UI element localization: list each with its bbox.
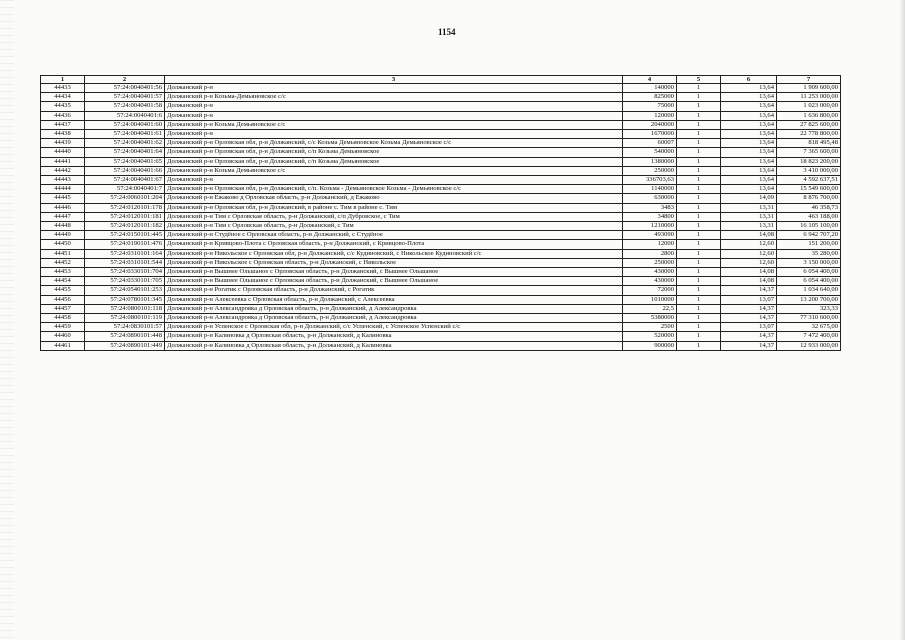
cadastral-number-cell: 57:24:0780101:345: [85, 295, 165, 304]
location-cell: Должанский р-н Козьма-Демьяновское с/с: [165, 93, 623, 102]
quantity-cell: 1: [677, 111, 721, 120]
table-row: [41, 185, 841, 194]
value-cell: 3 150 000,00: [777, 258, 841, 267]
cadastral-number-cell: 57:24:0040401:65: [85, 157, 165, 166]
column-header: 6: [721, 76, 777, 84]
quantity-cell: 1: [677, 194, 721, 203]
cadastral-number-cell: 57:24:0190101:476: [85, 240, 165, 249]
location-cell: Должанский р-н Козьма Демьяновское с/с: [165, 120, 623, 129]
value-cell: 6 054 400,00: [777, 277, 841, 286]
quantity-cell: 1: [677, 176, 721, 185]
quantity-cell: 1: [677, 212, 721, 221]
column-header: 4: [623, 76, 677, 84]
quantity-cell: 1: [677, 139, 721, 148]
rate-cell: 12,60: [721, 249, 777, 258]
row-number-cell: 44437: [41, 120, 85, 129]
cadastral-number-cell: 57:24:0120101:182: [85, 222, 165, 231]
area-cell: 120000: [623, 111, 677, 120]
row-number-cell: 44456: [41, 295, 85, 304]
rate-cell: 13,07: [721, 295, 777, 304]
cadastral-number-cell: 57:24:0120101:178: [85, 203, 165, 212]
column-header: 2: [85, 76, 165, 84]
location-cell: Должанский р-н Александровка д Орловская область, р-н Должанский, д Александровка: [165, 304, 623, 313]
row-number-cell: 44455: [41, 286, 85, 295]
quantity-cell: 1: [677, 258, 721, 267]
quantity-cell: 1: [677, 268, 721, 277]
quantity-cell: 1: [677, 93, 721, 102]
location-cell: Должанский р-н: [165, 130, 623, 139]
value-cell: 32 675,00: [777, 323, 841, 332]
rate-cell: 13,31: [721, 222, 777, 231]
cadastral-number-cell: 57:24:0040401:56: [85, 84, 165, 93]
quantity-cell: 1: [677, 148, 721, 157]
cadastral-number-cell: 57:24:0310101:544: [85, 258, 165, 267]
value-cell: 18 823 200,00: [777, 157, 841, 166]
area-cell: 430000: [623, 277, 677, 286]
row-number-cell: 44438: [41, 130, 85, 139]
table-row: [41, 295, 841, 304]
area-cell: 75000: [623, 102, 677, 111]
location-cell: Должанский р-н Рогатик с Орловская область, р-н Должанский, с Рогатик: [165, 286, 623, 295]
value-cell: 15 549 600,00: [777, 185, 841, 194]
table-row: [41, 240, 841, 249]
row-number-cell: 44452: [41, 258, 85, 267]
location-cell: Должанский р-н Калиновка д Орловская область, р-н Должанский, д Калиновка: [165, 341, 623, 350]
row-number-cell: 44435: [41, 102, 85, 111]
area-cell: 3483: [623, 203, 677, 212]
table-row: [41, 157, 841, 166]
table-row: [41, 258, 841, 267]
quantity-cell: 1: [677, 249, 721, 258]
value-cell: 1 034 640,00: [777, 286, 841, 295]
cadastral-number-cell: 57:24:0800101:119: [85, 314, 165, 323]
area-cell: 250000: [623, 258, 677, 267]
cadastral-number-cell: 57:24:0330101:704: [85, 268, 165, 277]
row-number-cell: 44458: [41, 314, 85, 323]
location-cell: Должанский р-н Орловская обл, р-н Должанский, в районе с. Тим в районе с. Тим: [165, 203, 623, 212]
rate-cell: 14,37: [721, 286, 777, 295]
table-row: [41, 139, 841, 148]
rate-cell: 13,64: [721, 139, 777, 148]
location-cell: Должанский р-н Алексеевка с Орловская область, р-н Должанский, с Алексеевка: [165, 295, 623, 304]
rate-cell: 13,64: [721, 148, 777, 157]
quantity-cell: 1: [677, 102, 721, 111]
cadastral-number-cell: 57:24:0040401:60: [85, 120, 165, 129]
cadastral-number-cell: 57:24:0830101:57: [85, 323, 165, 332]
value-cell: 3 410 000,00: [777, 166, 841, 175]
table-row: [41, 166, 841, 175]
cadastral-number-cell: 57:24:0890101:449: [85, 341, 165, 350]
value-cell: 818 495,48: [777, 139, 841, 148]
value-cell: 6 054 400,00: [777, 268, 841, 277]
area-cell: 1140000: [623, 185, 677, 194]
cadastral-number-cell: 57:24:0330101:705: [85, 277, 165, 286]
value-cell: 1 636 800,00: [777, 111, 841, 120]
value-cell: 323,33: [777, 304, 841, 313]
cadastral-number-cell: 57:24:0060101:204: [85, 194, 165, 203]
area-cell: 1210000: [623, 222, 677, 231]
area-cell: 140000: [623, 84, 677, 93]
row-number-cell: 44459: [41, 323, 85, 332]
location-cell: Должанский р-н Тим с Орловская область, р-н Должанский, с/п Дубровское, с Тим: [165, 212, 623, 221]
location-cell: Должанский р-н Вышнее Ольшаное с Орловская область, р-н Должанский, с Вышнее Ольшаное: [165, 268, 623, 277]
location-cell: Должанский р-н: [165, 176, 623, 185]
cadastral-number-cell: 57:24:0040401:61: [85, 130, 165, 139]
rate-cell: 14,08: [721, 268, 777, 277]
table-body: [41, 84, 841, 351]
table-row: [41, 111, 841, 120]
cadastral-number-cell: 57:24:0040401:64: [85, 148, 165, 157]
quantity-cell: 1: [677, 157, 721, 166]
row-number-cell: 44460: [41, 332, 85, 341]
location-cell: Должанский р-н Александровка д Орловская область, р-н Должанский, д Александровка: [165, 314, 623, 323]
cadastral-number-cell: 57:24:0120101:181: [85, 212, 165, 221]
cadastral-number-cell: 57:24:0040401:58: [85, 102, 165, 111]
location-cell: Должанский р-н Успенское с Орловская обл, р-н Должанский, с/с Успенский, с Успенское Успенский с/с: [165, 323, 623, 332]
quantity-cell: 1: [677, 120, 721, 129]
area-cell: 1380000: [623, 157, 677, 166]
rate-cell: 13,31: [721, 212, 777, 221]
row-number-cell: 44461: [41, 341, 85, 350]
area-cell: 72000: [623, 286, 677, 295]
location-cell: Должанский р-н Студёное с Орловская область, р-н Должанский, с Студёное: [165, 231, 623, 240]
register-table: [40, 75, 841, 351]
rate-cell: 14,08: [721, 277, 777, 286]
row-number-cell: 44448: [41, 222, 85, 231]
column-header: 1: [41, 76, 85, 84]
location-cell: Должанский р-н Кривцово-Плота с Орловская область, р-н Должанский, с Кривцово-Плота: [165, 240, 623, 249]
area-cell: 520000: [623, 332, 677, 341]
quantity-cell: 1: [677, 84, 721, 93]
area-cell: 825000: [623, 93, 677, 102]
rate-cell: 14,08: [721, 231, 777, 240]
rate-cell: 13,64: [721, 176, 777, 185]
table-row: [41, 231, 841, 240]
location-cell: Должанский р-н Никольское с Орловская обл, р-н Должанский, с/с Кудиновский, с Никольское Кудиновский с/с: [165, 249, 623, 258]
row-number-cell: 44442: [41, 166, 85, 175]
area-cell: 1670000: [623, 130, 677, 139]
row-number-cell: 44434: [41, 93, 85, 102]
area-cell: 630000: [623, 194, 677, 203]
scan-right-edge: [899, 0, 905, 640]
rate-cell: 13,64: [721, 157, 777, 166]
area-cell: 60007: [623, 139, 677, 148]
rate-cell: 13,64: [721, 130, 777, 139]
scan-edge-noise: [0, 0, 14, 640]
value-cell: 13 200 700,00: [777, 295, 841, 304]
row-number-cell: 44450: [41, 240, 85, 249]
rate-cell: 13,64: [721, 185, 777, 194]
cadastral-number-cell: 57:24:0040401:62: [85, 139, 165, 148]
cadastral-number-cell: 57:24:0890101:448: [85, 332, 165, 341]
rate-cell: 12,60: [721, 258, 777, 267]
value-cell: 16 105 100,00: [777, 222, 841, 231]
table-row: [41, 84, 841, 93]
row-number-cell: 44449: [41, 231, 85, 240]
location-cell: Должанский р-н Орловская обл, р-н Должанский, с/п. Козьма - Демьяновское Козьма - Демьяновское с/с: [165, 185, 623, 194]
value-cell: 8 876 700,00: [777, 194, 841, 203]
area-cell: 5380000: [623, 314, 677, 323]
row-number-cell: 44451: [41, 249, 85, 258]
quantity-cell: 1: [677, 332, 721, 341]
area-cell: 1010000: [623, 295, 677, 304]
area-cell: 336703,63: [623, 176, 677, 185]
area-cell: 12000: [623, 240, 677, 249]
quantity-cell: 1: [677, 286, 721, 295]
value-cell: 46 358,73: [777, 203, 841, 212]
row-number-cell: 44453: [41, 268, 85, 277]
value-cell: 7 472 400,00: [777, 332, 841, 341]
cadastral-number-cell: 57:24:0150101:445: [85, 231, 165, 240]
location-cell: Должанский р-н: [165, 102, 623, 111]
location-cell: Должанский р-н Тим с Орловская область, р-н Должанский, с Тим: [165, 222, 623, 231]
value-cell: 35 280,00: [777, 249, 841, 258]
table-row: [41, 314, 841, 323]
location-cell: Должанский р-н Никольское с Орловская область, р-н Должанский, с Никольское: [165, 258, 623, 267]
quantity-cell: 1: [677, 185, 721, 194]
location-cell: Должанский р-н: [165, 111, 623, 120]
location-cell: Должанский р-н Ежаково д Орловская область, р-н Должанский, д Ежаково: [165, 194, 623, 203]
table-row: [41, 323, 841, 332]
table-row: [41, 194, 841, 203]
page-number: 1154: [438, 27, 456, 37]
area-cell: 2800: [623, 249, 677, 258]
row-number-cell: 44439: [41, 139, 85, 148]
quantity-cell: 1: [677, 240, 721, 249]
rate-cell: 13,64: [721, 111, 777, 120]
cadastral-number-cell: 57:24:0040401:67: [85, 176, 165, 185]
cadastral-number-cell: 57:24:0040401:6: [85, 111, 165, 120]
area-cell: 2040000: [623, 120, 677, 129]
row-number-cell: 44445: [41, 194, 85, 203]
quantity-cell: 1: [677, 323, 721, 332]
cadastral-number-cell: 57:24:0040401:57: [85, 93, 165, 102]
row-number-cell: 44441: [41, 157, 85, 166]
area-cell: 34800: [623, 212, 677, 221]
value-cell: 151 200,00: [777, 240, 841, 249]
table-row: [41, 102, 841, 111]
table-row: [41, 212, 841, 221]
location-cell: Должанский р-н Козьма Демьяновское с/с: [165, 166, 623, 175]
location-cell: Должанский р-н: [165, 84, 623, 93]
rate-cell: 13,64: [721, 120, 777, 129]
area-cell: 900000: [623, 341, 677, 350]
table-row: [41, 304, 841, 313]
rate-cell: 14,37: [721, 314, 777, 323]
row-number-cell: 44443: [41, 176, 85, 185]
row-number-cell: 44447: [41, 212, 85, 221]
quantity-cell: 1: [677, 222, 721, 231]
table-row: [41, 277, 841, 286]
row-number-cell: 44440: [41, 148, 85, 157]
area-cell: 250000: [623, 166, 677, 175]
header-row: [41, 76, 841, 84]
rate-cell: 13,07: [721, 323, 777, 332]
value-cell: 1 909 600,00: [777, 84, 841, 93]
table-row: [41, 222, 841, 231]
location-cell: Должанский р-н Орловская обл, р-н Должанский, с/с Козьма Демьяновское Козьма Демьяновское с/с: [165, 139, 623, 148]
cadastral-number-cell: 57:24:0040401:66: [85, 166, 165, 175]
rate-cell: 12,60: [721, 240, 777, 249]
location-cell: Должанский р-н Орловская обл, р-н Должанский, с/п Козьма Демьяновское: [165, 157, 623, 166]
area-cell: 430000: [623, 268, 677, 277]
row-number-cell: 44457: [41, 304, 85, 313]
column-header: 3: [165, 76, 623, 84]
table-row: [41, 332, 841, 341]
column-header: 5: [677, 76, 721, 84]
table-row: [41, 130, 841, 139]
quantity-cell: 1: [677, 203, 721, 212]
quantity-cell: 1: [677, 277, 721, 286]
row-number-cell: 44446: [41, 203, 85, 212]
value-cell: 27 825 600,00: [777, 120, 841, 129]
area-cell: 2500: [623, 323, 677, 332]
rate-cell: 13,64: [721, 84, 777, 93]
location-cell: Должанский р-н Орловская обл, р-н Должанский, с/п Козьма Демьяновское: [165, 148, 623, 157]
value-cell: 1 023 000,00: [777, 102, 841, 111]
row-number-cell: 44444: [41, 185, 85, 194]
value-cell: 6 942 707,20: [777, 231, 841, 240]
value-cell: 4 592 637,51: [777, 176, 841, 185]
table-row: [41, 93, 841, 102]
table-row: [41, 286, 841, 295]
quantity-cell: 1: [677, 130, 721, 139]
quantity-cell: 1: [677, 314, 721, 323]
cadastral-number-cell: 57:24:0310101:164: [85, 249, 165, 258]
rate-cell: 13,64: [721, 102, 777, 111]
table-row: [41, 120, 841, 129]
table-row: [41, 341, 841, 350]
rate-cell: 13,64: [721, 166, 777, 175]
table-row: [41, 249, 841, 258]
area-cell: 22,5: [623, 304, 677, 313]
cadastral-number-cell: 57:24:0800101:118: [85, 304, 165, 313]
quantity-cell: 1: [677, 295, 721, 304]
location-cell: Должанский р-н Калиновка д Орловская область, р-н Должанский, д Калиновка: [165, 332, 623, 341]
row-number-cell: 44454: [41, 277, 85, 286]
area-cell: 540000: [623, 148, 677, 157]
value-cell: 77 310 600,00: [777, 314, 841, 323]
rate-cell: 14,09: [721, 194, 777, 203]
table-row: [41, 268, 841, 277]
rate-cell: 14,37: [721, 332, 777, 341]
quantity-cell: 1: [677, 304, 721, 313]
value-cell: 11 253 000,00: [777, 93, 841, 102]
rate-cell: 13,31: [721, 203, 777, 212]
cadastral-number-cell: 57:24:0040401:7: [85, 185, 165, 194]
rate-cell: 14,37: [721, 341, 777, 350]
rate-cell: 14,37: [721, 304, 777, 313]
table-row: [41, 203, 841, 212]
row-number-cell: 44436: [41, 111, 85, 120]
column-header: 7: [777, 76, 841, 84]
value-cell: 463 188,00: [777, 212, 841, 221]
area-cell: 493090: [623, 231, 677, 240]
row-number-cell: 44433: [41, 84, 85, 93]
quantity-cell: 1: [677, 166, 721, 175]
location-cell: Должанский р-н Вышнее Ольшаное с Орловская область, р-н Должанский, с Вышнее Ольшаное: [165, 277, 623, 286]
cadastral-number-cell: 57:24:0540101:253: [85, 286, 165, 295]
value-cell: 7 365 600,00: [777, 148, 841, 157]
quantity-cell: 1: [677, 231, 721, 240]
table-row: [41, 176, 841, 185]
value-cell: 12 933 000,00: [777, 341, 841, 350]
rate-cell: 13,64: [721, 93, 777, 102]
quantity-cell: 1: [677, 341, 721, 350]
table-row: [41, 148, 841, 157]
value-cell: 22 778 800,00: [777, 130, 841, 139]
